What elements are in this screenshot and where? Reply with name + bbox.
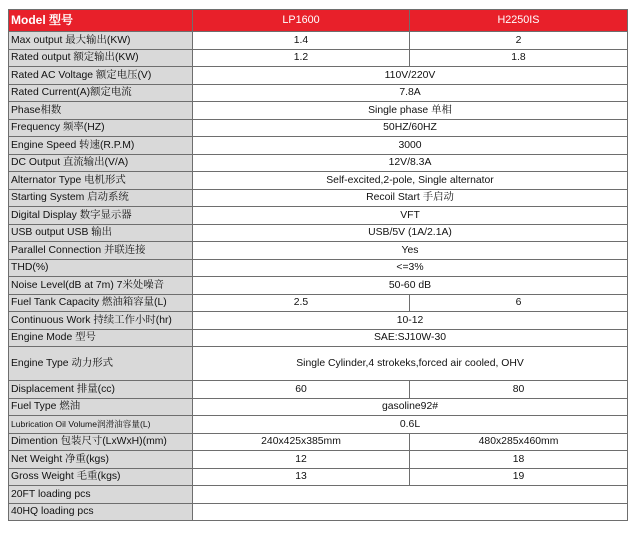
row-value-shared: 110V/220V [193,67,628,85]
row-label: Starting System 启动系统 [9,189,193,207]
row-label: Lubrication Oil Volume润滑油容量(L) [9,416,193,434]
row-value-lp1600: 12 [193,451,410,469]
row-value-shared: 10-12 [193,312,628,330]
row-value-shared [193,503,628,521]
row-value-shared: 12V/8.3A [193,154,628,172]
row-label: Max output 最大输出(KW) [9,32,193,50]
row-label: Continuous Work 持续工作小时(hr) [9,312,193,330]
row-rated-output [9,49,628,67]
row-label: Displacement 排量(cc) [9,381,193,399]
header-title: Model 型号 [9,10,193,32]
row-value-h2250is: 2 [410,32,628,50]
row-label: DC Output 直流输出(V/A) [9,154,193,172]
row-label: 20FT loading pcs [9,486,193,504]
row-label: Engine Speed 转速(R.P.M) [9,137,193,155]
row-value-h2250is: 80 [410,381,628,399]
row-label: Noise Level(dB at 7m) 7米处噪音 [9,277,193,295]
row-gross-weight [9,468,628,486]
row-value-h2250is: 19 [410,468,628,486]
row-value-shared: Single phase 单相 [193,102,628,120]
row-label: Digital Display 数字显示器 [9,207,193,225]
row-value-shared: VFT [193,207,628,225]
row-label: Engine Type 动力形式 [9,347,193,381]
row-label: Gross Weight 毛重(kgs) [9,468,193,486]
row-engine-speed [9,137,628,155]
header-model-h2250is: H2250IS [410,10,628,32]
row-value-lp1600: 240x425x385mm [193,433,410,451]
row-lubrication-oil-volume [9,416,628,434]
row-alternator-type [9,172,628,190]
row-value-shared [193,486,628,504]
row-value-shared: Yes [193,242,628,260]
row-engine-mode [9,329,628,347]
row-label: Fuel Type 燃油 [9,398,193,416]
row-value-h2250is: 6 [410,294,628,312]
row-label: Rated output 额定输出(KW) [9,49,193,67]
row-fuel-type [9,398,628,416]
row-label: THD(%) [9,259,193,277]
row-phase [9,102,628,120]
row-label: Alternator Type 电机形式 [9,172,193,190]
row-digital-display [9,207,628,225]
row-rated-ac-voltage [9,67,628,85]
header-row [9,10,628,32]
row-label: Net Weight 净重(kgs) [9,451,193,469]
row-label: Fuel Tank Capacity 燃油箱容量(L) [9,294,193,312]
row-value-lp1600: 1.2 [193,49,410,67]
row-thd [9,259,628,277]
row-label: Phase相数 [9,102,193,120]
spec-table [8,9,628,521]
row-engine-type [9,347,628,381]
row-label: USB output USB 输出 [9,224,193,242]
row-noise-level [9,277,628,295]
row-value-h2250is: 18 [410,451,628,469]
row-value-shared: gasoline92# [193,398,628,416]
row-frequency [9,119,628,137]
row-net-weight [9,451,628,469]
row-value-lp1600: 13 [193,468,410,486]
row-dimention [9,433,628,451]
row-value-shared: Recoil Start 手启动 [193,189,628,207]
row-value-shared: 0.6L [193,416,628,434]
row-value-h2250is: 1.8 [410,49,628,67]
row-value-shared: 3000 [193,137,628,155]
row-value-lp1600: 2.5 [193,294,410,312]
row-label: Dimention 包装尺寸(LxWxH)(mm) [9,433,193,451]
row-value-shared: Single Cylinder,4 strokeks,forced air cooled, OHV [193,347,628,381]
row-max-output [9,32,628,50]
row-40hq-loading [9,503,628,521]
row-label: Engine Mode 型号 [9,329,193,347]
row-usb-output [9,224,628,242]
row-rated-current [9,84,628,102]
row-fuel-tank-capacity [9,294,628,312]
row-value-shared: USB/5V (1A/2.1A) [193,224,628,242]
row-value-shared: 7.8A [193,84,628,102]
row-value-lp1600: 60 [193,381,410,399]
row-value-shared: Self-excited,2-pole, Single alternator [193,172,628,190]
row-dc-output [9,154,628,172]
row-value-shared: 50HZ/60HZ [193,119,628,137]
row-parallel-connection [9,242,628,260]
row-starting-system [9,189,628,207]
row-value-lp1600: 1.4 [193,32,410,50]
row-20ft-loading [9,486,628,504]
row-label: Rated Current(A)额定电流 [9,84,193,102]
row-label: Parallel Connection 并联连接 [9,242,193,260]
row-value-h2250is: 480x285x460mm [410,433,628,451]
row-continuous-work [9,312,628,330]
row-label: Rated AC Voltage 额定电压(V) [9,67,193,85]
header-model-lp1600: LP1600 [193,10,410,32]
row-value-shared: 50-60 dB [193,277,628,295]
row-displacement [9,381,628,399]
row-value-shared: <=3% [193,259,628,277]
row-label: 40HQ loading pcs [9,503,193,521]
row-label: Frequency 频率(HZ) [9,119,193,137]
row-value-shared: SAE:SJ10W-30 [193,329,628,347]
